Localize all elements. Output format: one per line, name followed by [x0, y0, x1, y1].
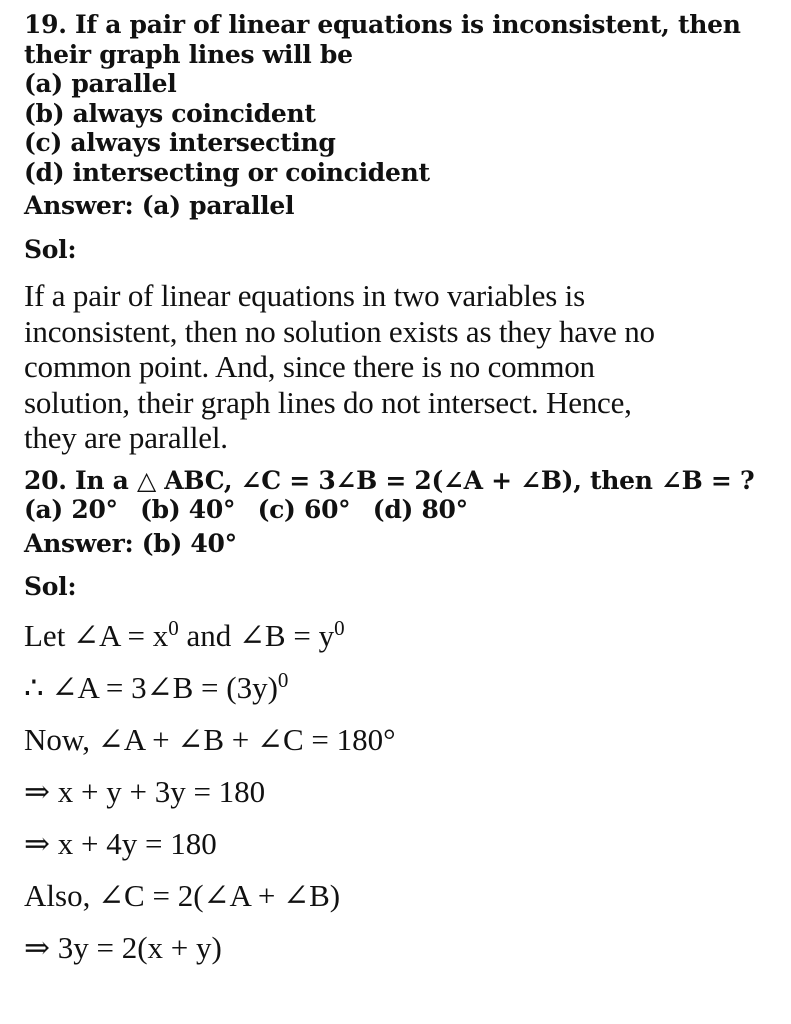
solution-step-7: ⇒ 3y = 2(x + y)	[24, 929, 222, 965]
question-19-option-a: (a) parallel	[24, 69, 177, 98]
degree-superscript: 0	[334, 615, 345, 640]
question-19-sol-label: Sol:	[24, 234, 77, 264]
question-19-line-1: 19. If a pair of linear equations is inconsistent, then	[24, 10, 741, 39]
solution-line: they are parallel.	[24, 420, 228, 455]
question-20-option-a: (a) 20°	[24, 495, 118, 524]
solution-step-1	[24, 615, 774, 654]
degree-superscript: 0	[168, 615, 179, 640]
question-19-option-b: (b) always coincident	[24, 98, 316, 128]
question-19-line-2: their graph lines will be	[24, 39, 353, 69]
question-20-options	[24, 495, 774, 525]
solution-line: solution, their graph lines do not intersect. Hence,	[24, 384, 632, 420]
question-20-answer: Answer: (b) 40°	[24, 528, 237, 558]
question-20-sol-label: Sol:	[24, 572, 77, 601]
step-text: and ∠B = y	[178, 617, 335, 653]
step-text: Let ∠A = x	[24, 617, 169, 653]
solution-step-4: ⇒ x + y + 3y = 180	[24, 773, 266, 809]
question-19	[24, 10, 774, 187]
question-20-option-b: (b) 40°	[140, 495, 236, 524]
solution-step-3: Now, ∠A + ∠B + ∠C = 180°	[24, 721, 396, 757]
solution-line: If a pair of linear equations in two variables is	[24, 278, 585, 313]
degree-superscript: 0	[277, 667, 289, 692]
question-19-option-c: (c) always intersecting	[24, 128, 336, 157]
step-text: ∴ ∠A = 3∠B = (3y)	[24, 669, 278, 705]
question-20	[24, 466, 774, 525]
question-20-option-d: (d) 80°	[372, 495, 468, 524]
solution-line: common point. And, since there is no common	[24, 349, 595, 384]
question-19-solution	[24, 278, 774, 456]
question-20-option-c: (c) 60°	[257, 495, 351, 524]
solution-line: inconsistent, then no solution exists as they have no	[24, 313, 655, 349]
solution-step-5: ⇒ x + 4y = 180	[24, 825, 217, 861]
question-20-text: 20. In a △ ABC, ∠C = 3∠B = 2(∠A + ∠B), then ∠B = ?	[24, 465, 755, 495]
document-page	[24, 10, 774, 966]
question-19-option-d: (d) intersecting or coincident	[24, 157, 430, 187]
solution-step-6: Also, ∠C = 2(∠A + ∠B)	[24, 877, 341, 913]
question-19-answer: Answer: (a) parallel	[24, 191, 295, 220]
solution-step-2	[24, 667, 774, 706]
